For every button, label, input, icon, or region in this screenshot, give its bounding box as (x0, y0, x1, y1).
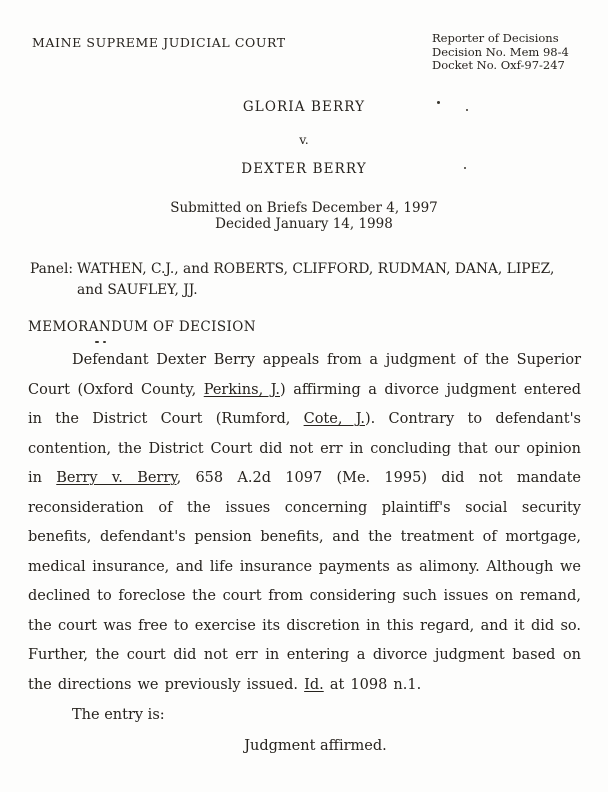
versus-label: v. (299, 132, 309, 147)
panel-justices-line: and SAUFLEY, JJ. (77, 281, 198, 298)
docket-number: Docket No. Oxf-97-247 (432, 58, 565, 72)
plaintiff-name: GLORIA BERRY (242, 99, 366, 115)
submitted-date: Submitted on Briefs December 4, 1997 (170, 200, 438, 216)
citation-text: Id. (304, 676, 324, 693)
reporter-block (432, 32, 584, 73)
document-header (32, 32, 584, 73)
decision-number: Decision No. Mem 98-4 (432, 44, 569, 59)
paragraph-text: Defendant Dexter Berry appeals from a judgment of the Superior Court (Oxford County, (28, 352, 581, 398)
scan-speckle (464, 167, 466, 169)
scan-speckle (95, 341, 99, 343)
case-dates (0, 201, 608, 232)
case-caption (0, 99, 608, 177)
citation-text: Cote, J. (303, 411, 366, 427)
defendant-name: DEXTER BERRY (241, 161, 367, 177)
decided-date: Decided January 14, 1998 (215, 215, 393, 232)
citation-text: Berry v. Berry (56, 470, 177, 486)
court-name: MAINE SUPREME JUDICIAL COURT (32, 35, 286, 50)
paragraph-text: at 1098 n.1. (323, 676, 422, 693)
decision-content (28, 319, 581, 761)
memorandum-heading: MEMORANDUM OF DECISION (28, 319, 256, 335)
reporter-line: Reporter of Decisions (432, 31, 559, 45)
judgment-disposition: Judgment affirmed. (244, 737, 387, 754)
citation-text: Perkins, J. (203, 381, 281, 398)
scan-speckle (103, 341, 106, 343)
panel-line (30, 259, 586, 300)
decision-paragraph (28, 346, 581, 700)
scan-speckle (466, 109, 468, 111)
paragraph-text: ) affirming a divorce judgment entered in the District Court (Rumford, (28, 381, 581, 427)
scan-speckle (437, 101, 440, 104)
paragraph-text: , 658 A.2d 1097 (Me. 1995) did not mandate reconsideration of the issues concerning plaintiff's social security benefits, defendant's pension benefits, and the treatment of mortgage, medical insurance, and life insurance payments as alimony. Although we declined to foreclose the court from considering such issues on remand, the court was free to exercise its discretion in this regard, and it did so. Further, the court did not err in entering a divorce judgment based on the directions we previously issued. (28, 470, 581, 693)
entry-lead: The entry is: (72, 707, 165, 723)
panel-label: Panel: (30, 261, 74, 277)
paragraph-text: ). Contrary to defendant's contention, the District Court did not err in concluding that our opinion in (28, 411, 581, 486)
panel-justices-line: WATHEN, C.J., and ROBERTS, CLIFFORD, RUDMAN, DANA, LIPEZ, (77, 261, 555, 277)
panel-justices (77, 259, 586, 300)
